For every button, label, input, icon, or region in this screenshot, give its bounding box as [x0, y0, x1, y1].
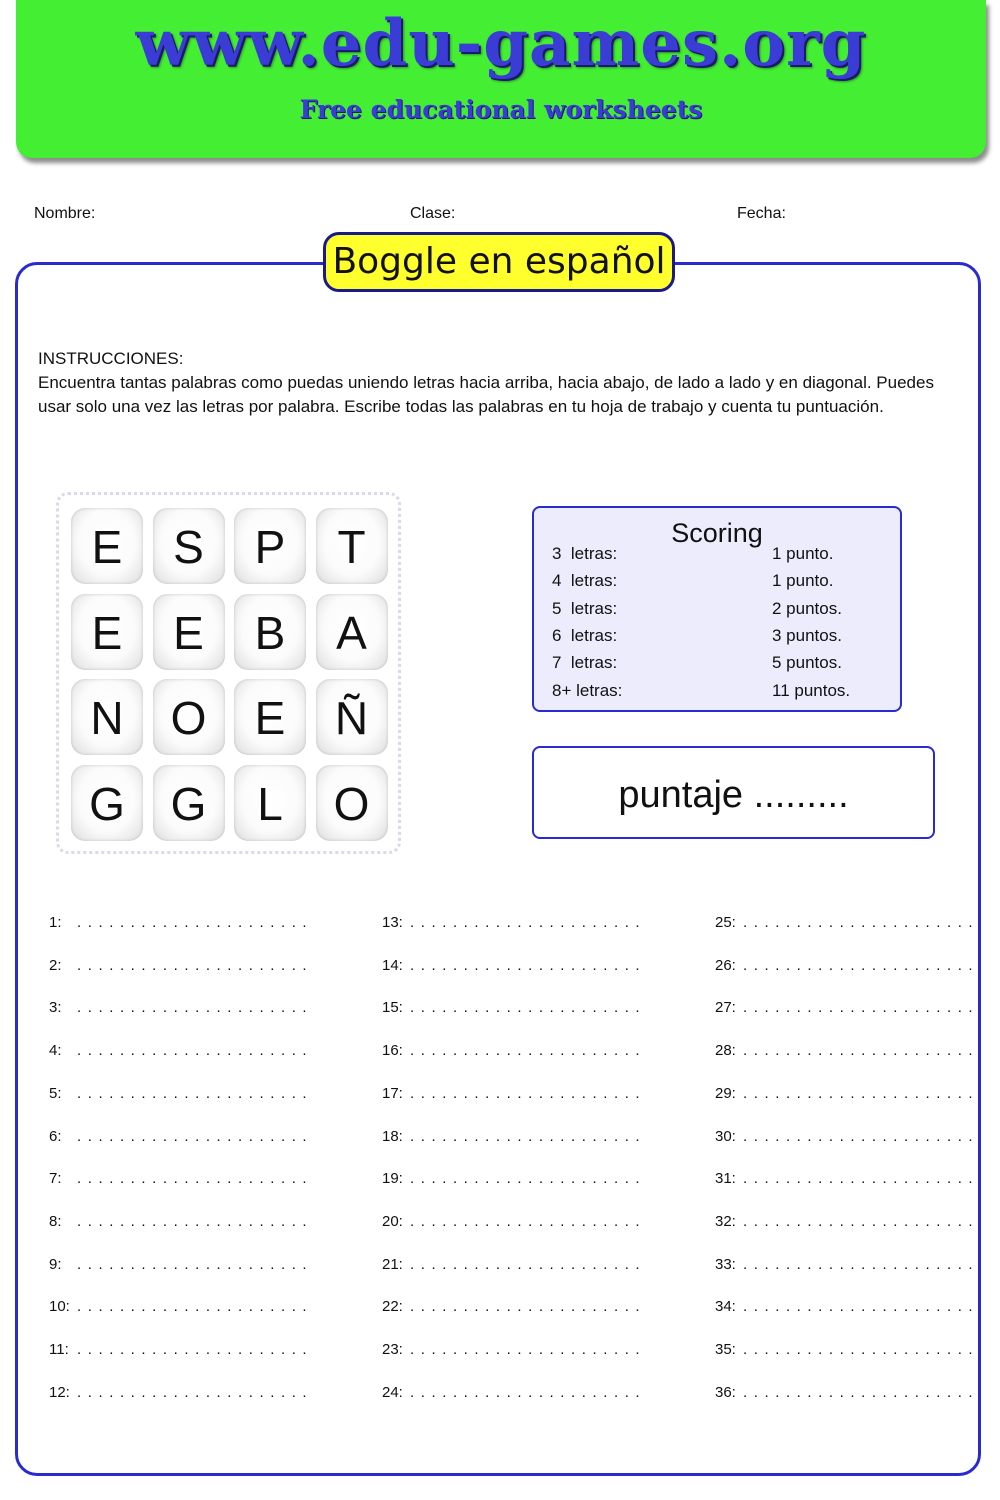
- answer-dots: . . . . . . . . . . . . . . . . . . . . . .: [410, 1383, 641, 1401]
- answer-dots: . . . . . . . . . . . . . . . . . . . . . .: [743, 1383, 974, 1401]
- answer-line[interactable]: [49, 1170, 308, 1190]
- answer-dots: . . . . . . . . . . . . . . . . . . . . . .: [743, 956, 974, 974]
- answer-dots: . . . . . . . . . . . . . . . . . . . . . .: [77, 1298, 308, 1316]
- answer-line[interactable]: [382, 999, 641, 1019]
- answer-number: 8:: [49, 1212, 62, 1230]
- board-tile: N: [71, 679, 143, 755]
- answer-line[interactable]: [49, 999, 308, 1019]
- scoring-points: 1 punto.: [772, 544, 834, 563]
- board-tile: E: [71, 594, 143, 670]
- answer-line[interactable]: [715, 1170, 974, 1190]
- answer-line[interactable]: [715, 957, 974, 977]
- answer-dots: . . . . . . . . . . . . . . . . . . . . . .: [743, 1298, 974, 1316]
- scoring-points: 3 puntos.: [772, 625, 842, 645]
- scoring-points: 1 punto.: [772, 571, 834, 591]
- scoring-points: 11 puntos.: [772, 680, 851, 700]
- answer-dots: . . . . . . . . . . . . . . . . . . . . . .: [743, 1042, 974, 1060]
- board-tile: G: [71, 765, 143, 841]
- answer-number: 22:: [382, 1298, 403, 1316]
- answer-line[interactable]: [49, 914, 308, 934]
- answer-number: 3:: [49, 999, 62, 1017]
- answer-number: 28:: [715, 1042, 736, 1060]
- answer-line[interactable]: [382, 1384, 641, 1404]
- answer-dots: . . . . . . . . . . . . . . . . . . . . . .: [410, 956, 641, 974]
- board-tile: O: [316, 765, 388, 841]
- scoring-letters: 5 letras:: [552, 598, 618, 618]
- answer-dots: . . . . . . . . . . . . . . . . . . . . . .: [410, 1127, 641, 1145]
- answer-line[interactable]: [382, 1042, 641, 1062]
- answer-number: 18:: [382, 1127, 403, 1145]
- scoring-letters: 3 letras:: [552, 544, 618, 563]
- boggle-board: [56, 492, 401, 854]
- answer-line[interactable]: [49, 1042, 308, 1062]
- name-label: Nombre:: [34, 205, 96, 222]
- answer-line[interactable]: [49, 1384, 308, 1404]
- answer-line[interactable]: [382, 1298, 641, 1318]
- answer-dots: . . . . . . . . . . . . . . . . . . . . . .: [77, 1255, 308, 1273]
- answer-number: 19:: [382, 1170, 403, 1188]
- answer-line[interactable]: [49, 1298, 308, 1318]
- answer-dots: . . . . . . . . . . . . . . . . . . . . . .: [77, 1127, 308, 1145]
- board-tile: S: [153, 508, 225, 584]
- board-tile: E: [153, 594, 225, 670]
- answer-dots: . . . . . . . . . . . . . . . . . . . . . .: [77, 956, 308, 974]
- answer-line[interactable]: [382, 957, 641, 977]
- answer-line[interactable]: [382, 1128, 641, 1148]
- board-tile: P: [234, 508, 306, 584]
- answer-line[interactable]: [715, 1085, 974, 1105]
- answer-number: 17:: [382, 1084, 403, 1102]
- answer-line[interactable]: [49, 1256, 308, 1276]
- answer-number: 1:: [49, 914, 62, 931]
- scoring-table: [532, 506, 902, 712]
- instructions-body: Encuentra tantas palabras como puedas uniendo letras hacia arriba, hacia abajo, de lado a lado y en diagonal. Puedes usar solo una vez las letras por palabra. Escribe todas las palabras en tu hoja de trabajo y cuenta tu puntuación.: [38, 373, 934, 416]
- answer-line[interactable]: [715, 1213, 974, 1233]
- answer-line[interactable]: [382, 1213, 641, 1233]
- answer-line[interactable]: [382, 1341, 641, 1361]
- answer-dots: . . . . . . . . . . . . . . . . . . . . . .: [410, 999, 641, 1017]
- answer-number: 10:: [49, 1298, 70, 1316]
- answer-number: 5:: [49, 1084, 62, 1102]
- answer-line[interactable]: [382, 1170, 641, 1190]
- instructions-heading: INSTRUCCIONES:: [38, 349, 184, 368]
- answer-number: 26:: [715, 956, 736, 974]
- answer-number: 33:: [715, 1255, 736, 1273]
- answer-dots: . . . . . . . . . . . . . . . . . . . . . .: [410, 1298, 641, 1316]
- answer-line[interactable]: [715, 914, 974, 934]
- answer-number: 16:: [382, 1042, 403, 1060]
- site-banner: [16, 0, 986, 158]
- board-tile: G: [153, 765, 225, 841]
- answer-line[interactable]: [49, 1213, 308, 1233]
- scoring-letters: 6 letras:: [552, 625, 618, 645]
- answer-line[interactable]: [49, 1128, 308, 1148]
- answer-line[interactable]: [715, 1042, 974, 1062]
- answer-line[interactable]: [382, 1085, 641, 1105]
- scoring-row: [552, 653, 890, 677]
- board-tile: L: [234, 765, 306, 841]
- answer-line[interactable]: [715, 1128, 974, 1148]
- board-tile: T: [316, 508, 388, 584]
- board-tile: O: [153, 679, 225, 755]
- answer-number: 29:: [715, 1084, 736, 1102]
- answer-number: 23:: [382, 1341, 403, 1358]
- answer-line[interactable]: [382, 1256, 641, 1276]
- board-tile: B: [234, 594, 306, 670]
- answer-number: 34:: [715, 1298, 736, 1316]
- answer-line[interactable]: [49, 957, 308, 977]
- worksheet-frame: [15, 262, 981, 1476]
- answer-dots: . . . . . . . . . . . . . . . . . . . . . .: [77, 914, 308, 931]
- answer-line[interactable]: [715, 999, 974, 1019]
- answer-line[interactable]: [715, 1256, 974, 1276]
- answer-dots: . . . . . . . . . . . . . . . . . . . . . .: [77, 1170, 308, 1188]
- answer-number: 15:: [382, 999, 403, 1017]
- answer-dots: . . . . . . . . . . . . . . . . . . . . . .: [410, 1084, 641, 1102]
- answer-dots: . . . . . . . . . . . . . . . . . . . . . .: [743, 914, 974, 931]
- scoring-points: 2 puntos.: [772, 598, 842, 618]
- answer-line[interactable]: [715, 1298, 974, 1318]
- answer-line[interactable]: [715, 1341, 974, 1361]
- board-tile: A: [316, 594, 388, 670]
- answer-number: 13:: [382, 914, 403, 931]
- answer-number: 21:: [382, 1255, 403, 1273]
- answer-dots: . . . . . . . . . . . . . . . . . . . . . .: [77, 1084, 308, 1102]
- answer-dots: . . . . . . . . . . . . . . . . . . . . . .: [743, 999, 974, 1017]
- answer-dots: . . . . . . . . . . . . . . . . . . . . . .: [77, 1383, 308, 1401]
- answer-number: 9:: [49, 1255, 62, 1273]
- answer-number: 30:: [715, 1127, 736, 1145]
- site-subtitle: Free educational worksheets: [299, 95, 703, 124]
- answer-number: 11:: [49, 1341, 69, 1358]
- answer-number: 24:: [382, 1383, 403, 1401]
- answer-number: 32:: [715, 1212, 736, 1230]
- scoring-row: [552, 544, 890, 568]
- answer-line[interactable]: [49, 1085, 308, 1105]
- instructions: [38, 347, 958, 419]
- answer-line[interactable]: [382, 914, 641, 934]
- answer-line[interactable]: [49, 1341, 308, 1361]
- answer-dots: . . . . . . . . . . . . . . . . . . . . . .: [743, 1341, 974, 1358]
- scoring-letters: 7 letras:: [552, 653, 618, 673]
- answer-dots: . . . . . . . . . . . . . . . . . . . . . .: [743, 1084, 974, 1102]
- scoring-row: [552, 599, 890, 623]
- scoring-title: Scoring: [671, 518, 763, 548]
- board-tile: Ñ: [316, 679, 388, 755]
- answer-dots: . . . . . . . . . . . . . . . . . . . . . .: [410, 914, 641, 931]
- answer-line[interactable]: [715, 1384, 974, 1404]
- score-box: puntaje .........: [532, 746, 935, 839]
- answer-dots: . . . . . . . . . . . . . . . . . . . . . .: [77, 1341, 308, 1358]
- scoring-row: [552, 626, 890, 650]
- scoring-letters: 8+ letras:: [552, 680, 623, 700]
- answer-dots: . . . . . . . . . . . . . . . . . . . . . .: [743, 1255, 974, 1273]
- board-tile: E: [234, 679, 306, 755]
- answer-dots: . . . . . . . . . . . . . . . . . . . . . .: [77, 1212, 308, 1230]
- answer-dots: . . . . . . . . . . . . . . . . . . . . . .: [410, 1255, 641, 1273]
- answer-dots: . . . . . . . . . . . . . . . . . . . . . .: [743, 1170, 974, 1188]
- date-label: Fecha:: [737, 205, 786, 222]
- answer-number: 35:: [715, 1341, 736, 1358]
- scoring-row: [552, 571, 890, 595]
- scoring-row: [552, 681, 890, 705]
- board-tile: E: [71, 508, 143, 584]
- worksheet-title: Boggle en español: [323, 232, 675, 292]
- answer-number: 27:: [715, 999, 736, 1017]
- scoring-letters: 4 letras:: [552, 571, 618, 591]
- answer-dots: . . . . . . . . . . . . . . . . . . . . . .: [743, 1212, 974, 1230]
- answer-number: 7:: [49, 1170, 62, 1188]
- answer-dots: . . . . . . . . . . . . . . . . . . . . . .: [743, 1127, 974, 1145]
- answer-dots: . . . . . . . . . . . . . . . . . . . . . .: [410, 1212, 641, 1230]
- answer-number: 20:: [382, 1212, 403, 1230]
- answer-number: 2:: [49, 956, 62, 974]
- class-label: Clase:: [410, 205, 456, 222]
- answer-number: 6:: [49, 1127, 62, 1145]
- answer-number: 12:: [49, 1383, 70, 1401]
- site-title: www.edu-games.org: [135, 6, 867, 81]
- answer-number: 36:: [715, 1383, 736, 1401]
- answer-number: 4:: [49, 1042, 62, 1060]
- answer-number: 31:: [715, 1170, 736, 1188]
- scoring-points: 5 puntos.: [772, 653, 842, 673]
- answer-dots: . . . . . . . . . . . . . . . . . . . . . .: [410, 1042, 641, 1060]
- answer-number: 14:: [382, 956, 403, 974]
- answer-dots: . . . . . . . . . . . . . . . . . . . . . .: [77, 1042, 308, 1060]
- answer-dots: . . . . . . . . . . . . . . . . . . . . . .: [410, 1341, 641, 1358]
- answer-dots: . . . . . . . . . . . . . . . . . . . . . .: [77, 999, 308, 1017]
- answer-number: 25:: [715, 914, 736, 931]
- answer-dots: . . . . . . . . . . . . . . . . . . . . . .: [410, 1170, 641, 1188]
